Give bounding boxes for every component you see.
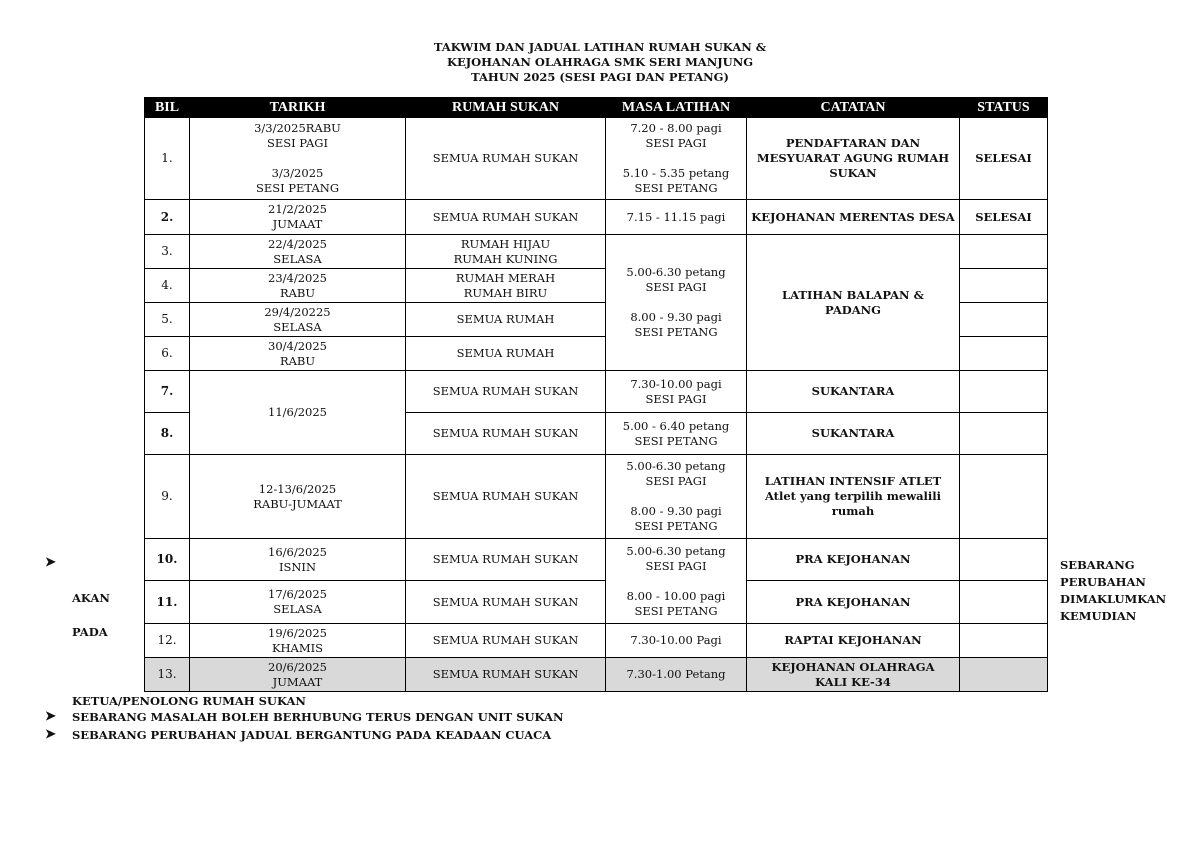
row-status [960,539,1048,581]
row-status [960,371,1048,413]
bullet-icon: ➤ [45,727,56,742]
row-rumah: SEMUA RUMAH SUKAN [406,200,606,235]
header-status: STATUS [960,98,1048,118]
tarikh-line: ISNIN [278,559,317,574]
row-status [960,269,1048,303]
masa-line: 7.30-10.00 pagi [630,376,722,391]
row-tarikh [190,269,406,303]
note-line-3: SEBARANG PERUBAHAN JADUAL BERGANTUNG PADA KEADAAN CUACA [72,728,552,742]
masa-line: 5.00 - 6.40 petang [622,418,730,433]
tarikh-line: 29/4/20225 [264,304,331,319]
row-masa [606,413,747,455]
row-catatan: SUKANTARA [747,371,960,413]
right-note-line: DIMAKLUMKAN [1060,592,1167,606]
tarikh-line: SELASA [273,319,322,334]
row-tarikh [190,658,406,692]
row-masa: 7.30-1.00 Petang [606,658,747,692]
right-note-line: PERUBAHAN [1060,575,1146,589]
row-bil: 10. [145,539,190,581]
tarikh-line: 19/6/2025 [268,625,327,640]
row-bil: 7. [145,371,190,413]
tarikh-line: 22/4/2025 [268,236,327,251]
tarikh-line: RABU [279,353,316,368]
row-catatan: PRA KEJOHANAN [747,581,960,624]
table-row [145,235,1048,269]
row-tarikh [190,235,406,269]
side-text-akan: AKAN [72,591,110,605]
catatan-line: Atlet yang terpilih mewalili [764,489,942,503]
row-rumah: SEMUA RUMAH SUKAN [406,539,606,581]
right-note-line: KEMUDIAN [1060,609,1137,623]
row-rumah: SEMUA RUMAH SUKAN [406,455,606,539]
tarikh-line: 12-13/6/2025 [258,481,337,496]
masa-line: SESI PAGI [645,280,707,294]
row-bil: 1. [145,118,190,200]
table-row [145,200,1048,235]
row-catatan: RAPTAI KEJOHANAN [747,624,960,658]
row-tarikh [190,337,406,371]
row-rumah: SEMUA RUMAH [406,337,606,371]
tarikh-line: RABU [279,285,316,300]
row-status: SELESAI [960,118,1048,200]
tarikh-line: 30/4/2025 [268,338,327,353]
row-status [960,455,1048,539]
row-masa [606,118,747,200]
masa-line: SESI PETANG [634,325,718,339]
masa-line: 5.00-6.30 petang [626,459,726,473]
row-status [960,658,1048,692]
table-row [145,118,1048,200]
side-text-pada: PADA [72,625,108,639]
rumah-line: RUMAH KUNING [453,251,558,266]
row-bil: 13. [145,658,190,692]
row-rumah: SEMUA RUMAH SUKAN [406,581,606,624]
rumah-line: RUMAH BIRU [463,285,548,300]
catatan-line: SUKAN [829,166,877,180]
row-status [960,303,1048,337]
row-rumah: SEMUA RUMAH [406,303,606,337]
row-tarikh [190,303,406,337]
tarikh-line: 23/4/2025 [268,270,327,285]
row-tarikh [190,118,406,200]
row-catatan: KEJOHANAN MERENTAS DESA [747,200,960,235]
masa-line: 5.10 - 5.35 petang [622,166,730,180]
title-line-3: TAHUN 2025 (SESI PAGI DAN PETANG) [471,70,729,84]
bullet-icon: ➤ [45,709,56,724]
row-tarikh [190,539,406,581]
masa-line: SESI PAGI [645,391,707,406]
row-bil: 3. [145,235,190,269]
tarikh-line: JUMAAT [272,217,323,231]
table-header-row [145,98,1048,118]
row-masa-merged [606,539,747,624]
masa-line: SESI PETANG [634,433,718,448]
row-tarikh-merged: 11/6/2025 [190,371,406,455]
note-line-1: KETUA/PENOLONG RUMAH SUKAN [72,694,306,708]
tarikh-line: SESI PETANG [255,181,340,195]
note-line-2: SEBARANG MASALAH BOLEH BERHUBUNG TERUS DENGAN UNIT SUKAN [72,710,564,724]
schedule-table [144,97,1048,692]
tarikh-line: 16/6/2025 [268,544,327,559]
catatan-line: KEJOHANAN OLAHRAGA [771,659,935,674]
row-status [960,624,1048,658]
row-bil: 2. [145,200,190,235]
row-bil: 4. [145,269,190,303]
row-bil: 8. [145,413,190,455]
header-tarikh: TARIKH [190,98,406,118]
row-status [960,413,1048,455]
table-row [145,539,1048,581]
catatan-line: LATIHAN BALAPAN & [782,287,924,302]
header-rumah-sukan: RUMAH SUKAN [406,98,606,118]
row-masa [606,371,747,413]
rumah-line: RUMAH HIJAU [460,236,551,251]
row-bil: 6. [145,337,190,371]
header-catatan: CATATAN [747,98,960,118]
row-status: SELESAI [960,200,1048,235]
row-catatan [747,658,960,692]
row-tarikh [190,624,406,658]
document-title [300,40,900,85]
row-masa: 7.30-10.00 Pagi [606,624,747,658]
catatan-line: PENDAFTARAN DAN [785,136,921,150]
row-masa [606,455,747,539]
masa-line: SESI PAGI [645,474,707,488]
row-tarikh [190,455,406,539]
row-masa-merged [606,235,747,371]
rumah-line: RUMAH MERAH [455,270,556,285]
row-status [960,235,1048,269]
title-line-1: TAKWIM DAN JADUAL LATIHAN RUMAH SUKAN & [433,40,767,54]
row-rumah: SEMUA RUMAH SUKAN [406,658,606,692]
row-rumah [406,269,606,303]
masa-line: SESI PAGI [645,136,707,150]
row-tarikh [190,581,406,624]
row-bil: 12. [145,624,190,658]
header-bil: BIL [145,98,190,118]
masa-line: SESI PETANG [634,603,718,618]
tarikh-line: SESI PAGI [266,136,329,150]
table-row [145,624,1048,658]
masa-line: 5.00-6.30 petang [626,265,726,279]
catatan-line: PADANG [825,302,881,317]
row-status [960,581,1048,624]
right-note-line: SEBARANG [1060,558,1135,572]
row-masa: 7.15 - 11.15 pagi [606,200,747,235]
row-catatan: SUKANTARA [747,413,960,455]
masa-line: 7.20 - 8.00 pagi [630,121,722,135]
row-bil: 5. [145,303,190,337]
table-row [145,581,1048,624]
row-rumah: SEMUA RUMAH SUKAN [406,413,606,455]
tarikh-line: KHAMIS [271,640,324,655]
row-tarikh [190,200,406,235]
row-bil: 9. [145,455,190,539]
row-rumah: SEMUA RUMAH SUKAN [406,624,606,658]
masa-line: 5.00-6.30 petang [626,543,726,558]
row-rumah: SEMUA RUMAH SUKAN [406,371,606,413]
masa-line: 8.00 - 9.30 pagi [630,310,722,324]
tarikh-line: RABU-JUMAAT [253,496,342,511]
row-catatan [747,118,960,200]
masa-line: 8.00 - 10.00 pagi [626,588,726,603]
tarikh-line: SELASA [273,251,322,266]
row-catatan [747,455,960,539]
bullet-icon: ➤ [45,555,56,570]
catatan-line: rumah [831,504,875,518]
masa-line: 8.00 - 9.30 pagi [630,504,722,518]
tarikh-line: 20/6/2025 [268,659,327,674]
right-side-note [1060,557,1190,625]
catatan-line: KALI KE-34 [815,674,891,689]
tarikh-line: 3/3/2025RABU [254,121,341,135]
masa-line: SESI PAGI [645,558,707,573]
masa-line: SESI PETANG [634,181,718,195]
row-bil: 11. [145,581,190,624]
tarikh-line: 3/3/2025 [271,166,324,180]
row-catatan-merged [747,235,960,371]
row-status [960,337,1048,371]
tarikh-line: 21/2/2025 [268,202,327,216]
row-rumah: SEMUA RUMAH SUKAN [406,118,606,200]
row-rumah [406,235,606,269]
tarikh-line: 17/6/2025 [268,587,327,601]
title-line-2: KEJOHANAN OLAHRAGA SMK SERI MANJUNG [446,55,754,69]
table-row [145,658,1048,692]
catatan-line: MESYUARAT AGUNG RUMAH [756,151,950,165]
header-masa-latihan: MASA LATIHAN [606,98,747,118]
tarikh-line: SELASA [273,602,322,616]
table-row [145,371,1048,413]
table-row [145,455,1048,539]
tarikh-line: JUMAAT [272,674,323,689]
masa-line: SESI PETANG [634,519,718,533]
row-catatan: PRA KEJOHANAN [747,539,960,581]
catatan-line: LATIHAN INTENSIF ATLET [764,474,942,488]
